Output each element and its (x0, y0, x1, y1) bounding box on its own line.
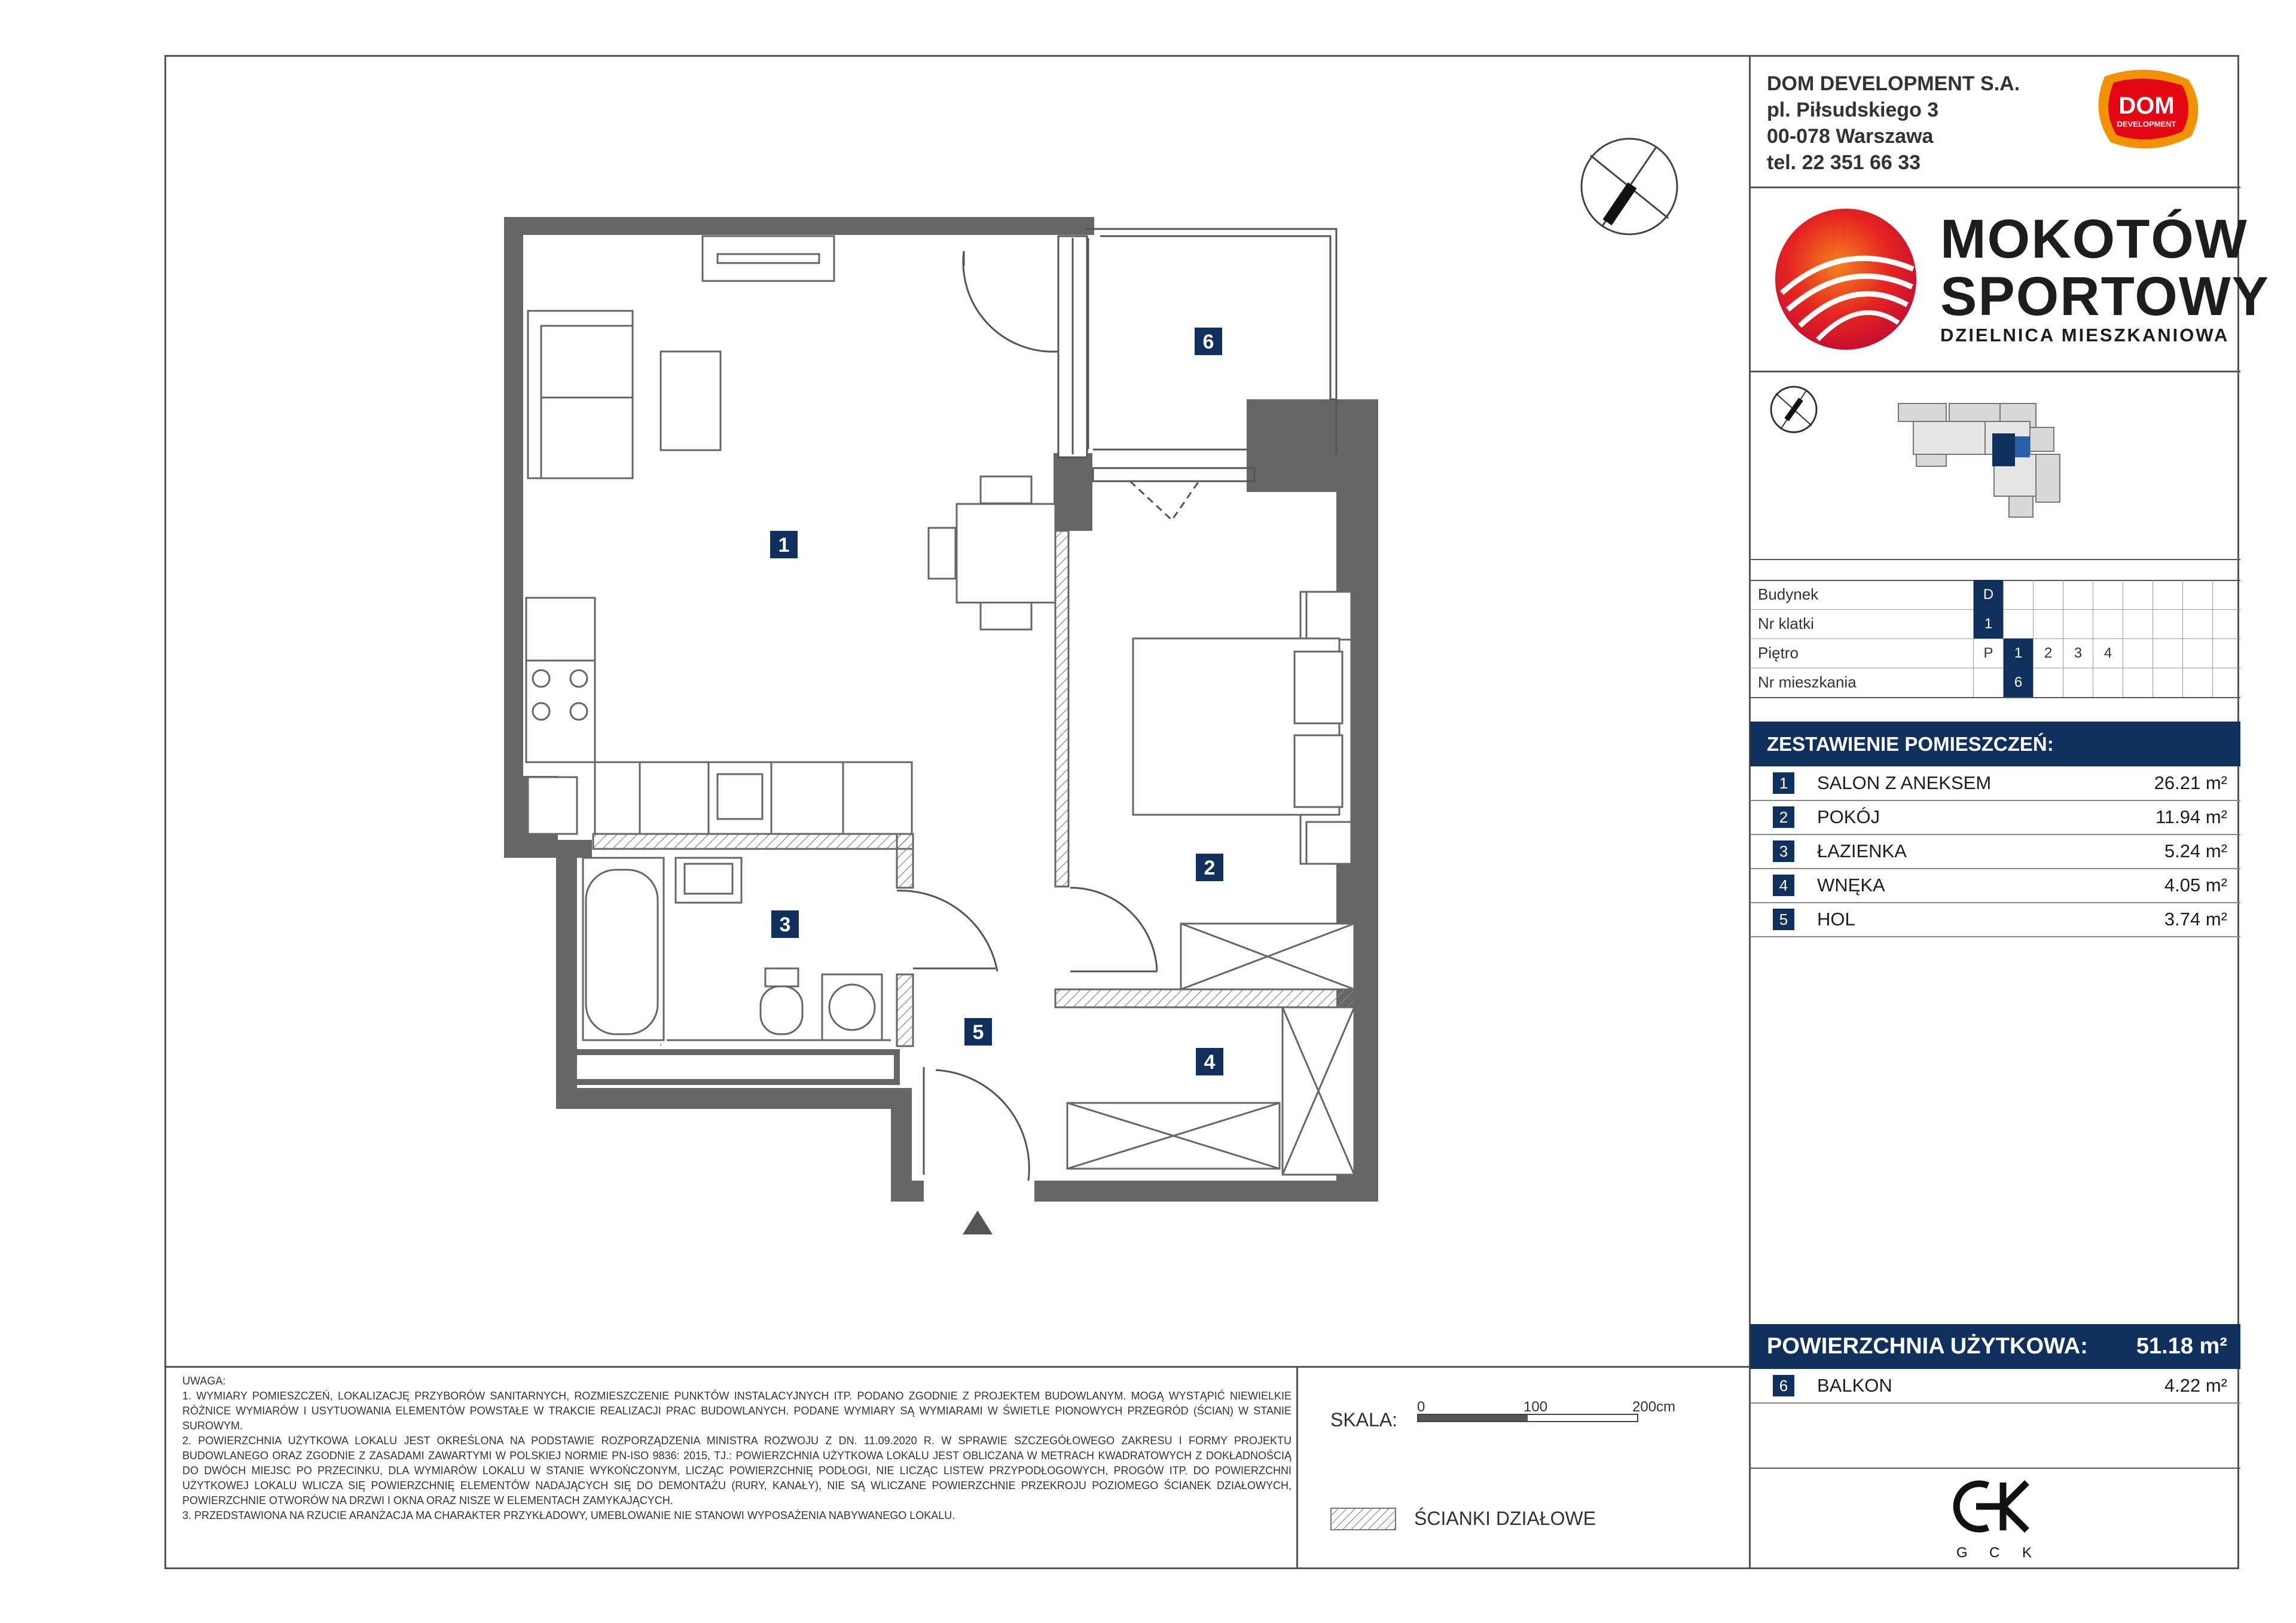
scale-tick-200: 200cm (1632, 1399, 1676, 1415)
note-3: 3. PRZEDSTAWIONA NA RZUCIE ARANŻACJA MA CHARAKTER PRZYKŁADOWY, UMEBLOWANIE NIE STANOWI WYPOSAŻENIA NABYWANEGO LOKALU. (182, 1509, 955, 1521)
plan-label-3: 3 (779, 913, 791, 936)
floor-1-selected: 1 (2003, 638, 2033, 668)
partition-legend-swatch (1330, 1508, 1396, 1530)
sep-keyplan (1750, 559, 2240, 560)
room-row-2 (1750, 800, 2240, 835)
floor-3: 3 (2063, 638, 2093, 668)
floor-2: 2 (2033, 638, 2063, 668)
room-row-5 (1750, 903, 2240, 937)
sep-project (1750, 371, 2240, 372)
furniture (526, 236, 1354, 1175)
room-num: 2 (1773, 806, 1794, 828)
note-2: 2. POWIERZCHNIA UŻYTKOWA LOKALU JEST OKREŚLONA NA PODSTAWIE ROZPORZĄDZENIA MINISTRA ROZWOJU Z DN. 11.09.2020 R. W SPRAWIE SZCZEGÓŁOWEGO ZAKRESU I FORMY PROJEKTU BUDOWLANEGO ORAZ ZGODNIE Z ZASADAMI ZAWARTYMI W POLSKIEJ NORMIE PN-ISO 9836: 2015, TJ.: POWIERZCHNIA UŻYTKOWA LOKALU JEST OBLICZANA W METRACH KWADRATOWYCH Z DOKŁADNOŚCIĄ DO DWÓCH MIEJSC PO PRZECINKU, DLA WYMIARÓW LOKALU W STANIE WYKOŃCZONYM, LICZĄC POWIERZCHNIĘ PODŁOGI, NIE LICZĄC LISTEW PRZYPODŁOGOWYCH, PROGÓW ITP. DO POWIERZCHNI UŻYTKOWEJ LOKALU WLICZA SIĘ POWIERZCHNIĘ ELEMENTÓW NADAJĄCYCH SIĘ DO DEMONTAŻU (RURY, KANAŁY), NIE SĄ WLICZANE POWIERZCHNIE PRZEKROJU POZIOMEGO ŚCIANEK DZIAŁOWYCH, POWIERZCHNIE OTWORÓW NA DRZWI I OKNA ORAZ NISZE W ELEMENTACH ZAMYKAJĄCYCH. (182, 1435, 1292, 1506)
legend-label: ŚCIANKI DZIAŁOWE (1414, 1508, 1596, 1529)
gck-logo (1943, 1474, 2045, 1563)
room-num: 5 (1773, 909, 1794, 930)
scale-label: SKALA: (1330, 1409, 1398, 1431)
staircase-value: 1 (1973, 609, 2003, 638)
usable-area-bar (1750, 1324, 2240, 1369)
project-title-line2: SPORTOWY (1940, 266, 2270, 327)
plan-label-6: 6 (1202, 331, 1214, 353)
floor-label: Piętro (1758, 644, 1799, 662)
floor-4: 4 (2093, 638, 2123, 668)
room-name: SALON Z ANEKSEM (1817, 772, 1992, 793)
notes-title: UWAGA: (182, 1375, 226, 1387)
room-name: WNĘKA (1817, 875, 1885, 895)
building-label: Budynek (1758, 585, 1819, 603)
company-name: DOM DEVELOPMENT S.A. (1767, 72, 2020, 95)
notes-scale-divider (1296, 1366, 1298, 1569)
scale-bar (1417, 1414, 1638, 1422)
plan-label-1: 1 (778, 534, 790, 557)
room-name: ŁAZIENKA (1817, 840, 1907, 861)
room-area: 26.21 m² (2154, 772, 2227, 793)
room-area: 4.05 m² (2164, 875, 2227, 895)
scale-tick-0: 0 (1417, 1399, 1425, 1415)
north-compass (1581, 139, 1677, 234)
rooms-header (1750, 722, 2240, 766)
sep-company (1750, 187, 2240, 188)
dom-logo-text: DOM (2118, 93, 2175, 119)
dom-logo-sub: DEVELOPMENT (2117, 120, 2176, 129)
usable-area-value: 51.18 m² (2136, 1334, 2227, 1359)
room-row-1 (1750, 766, 2240, 801)
plan-label-5: 5 (972, 1021, 984, 1044)
building-value: D (1973, 580, 2003, 609)
project-title (1940, 210, 2270, 325)
room-name: HOL (1817, 909, 1855, 930)
room-name: POKÓJ (1817, 806, 1880, 827)
staircase-label: Nr klatki (1758, 615, 1814, 632)
keyplan-building (1898, 404, 2060, 517)
room-num: 3 (1773, 840, 1794, 862)
scale-tick-100: 100 (1523, 1399, 1548, 1415)
apartment-label: Nr mieszkania (1758, 673, 1857, 691)
room-area: 5.24 m² (2164, 840, 2227, 861)
plan-label-4: 4 (1204, 1051, 1216, 1074)
company-city: 00-078 Warszawa (1767, 125, 1934, 148)
gck-letter-g: G (1956, 1545, 1968, 1561)
apartment-value: 6 (2003, 668, 2033, 697)
balcony-row (1750, 1369, 2240, 1404)
room-row-3 (1750, 835, 2240, 869)
entrance-arrow (963, 1211, 993, 1234)
sep-designer (1750, 1468, 2240, 1469)
balcony-num: 6 (1773, 1375, 1794, 1396)
notes-divider (164, 1366, 1750, 1368)
usable-area-label: POWIERZCHNIA UŻYTKOWA: (1767, 1334, 2088, 1359)
room-num: 1 (1773, 772, 1794, 794)
rooms-header-text: ZESTAWIENIE POMIESZCZEŃ: (1767, 733, 2054, 755)
company-street: pl. Piłsudskiego 3 (1767, 99, 1939, 121)
company-address (1767, 71, 2020, 176)
dom-development-logo (2087, 65, 2206, 154)
balcony-area: 4.22 m² (2164, 1375, 2227, 1396)
floor-p: P (1973, 638, 2003, 668)
gck-letter-k: K (2022, 1545, 2032, 1561)
room-area: 3.74 m² (2164, 909, 2227, 930)
note-1: 1. WYMIARY POMIESZCZEŃ, LOKALIZACJĘ PRZYBORÓW SANITARNYCH, ROZMIESZCZENIE PUNKTÓW INSTALACYJNYCH ITP. PODANO ZGODNIE Z PROJEKTEM BUDOWLANYM. MOGĄ WYSTĄPIĆ NIEWIELKIE RÓŻNICE WYMIARÓW I USYTUOWANIA ELEMENTÓW POWSTAŁE W TRAKCIE REALIZACJI PRAC BUDOWLANYCH. PODANE WYMIARY SĄ WYMIARAMI W ŚWIETLE PIONOWYCH PRZEGRÓD (ŚCIAN) W STANIE SUROWYM. (182, 1390, 1292, 1432)
room-area: 11.94 m² (2155, 806, 2227, 827)
project-subtitle: DZIELNICA MIESZKANIOWA (1940, 325, 2230, 346)
notes (182, 1374, 1292, 1523)
company-phone: tel. 22 351 66 33 (1767, 151, 1921, 174)
plan-label-2: 2 (1204, 857, 1216, 879)
key-plan (1752, 377, 2239, 556)
keyplan-selected-unit (1992, 433, 2015, 466)
gck-letter-c: C (1989, 1545, 2000, 1561)
room-row-4 (1750, 869, 2240, 903)
project-title-line1: MOKOTÓW (1940, 209, 2248, 270)
balcony-name: BALKON (1817, 1375, 1892, 1396)
room-num: 4 (1773, 875, 1794, 896)
